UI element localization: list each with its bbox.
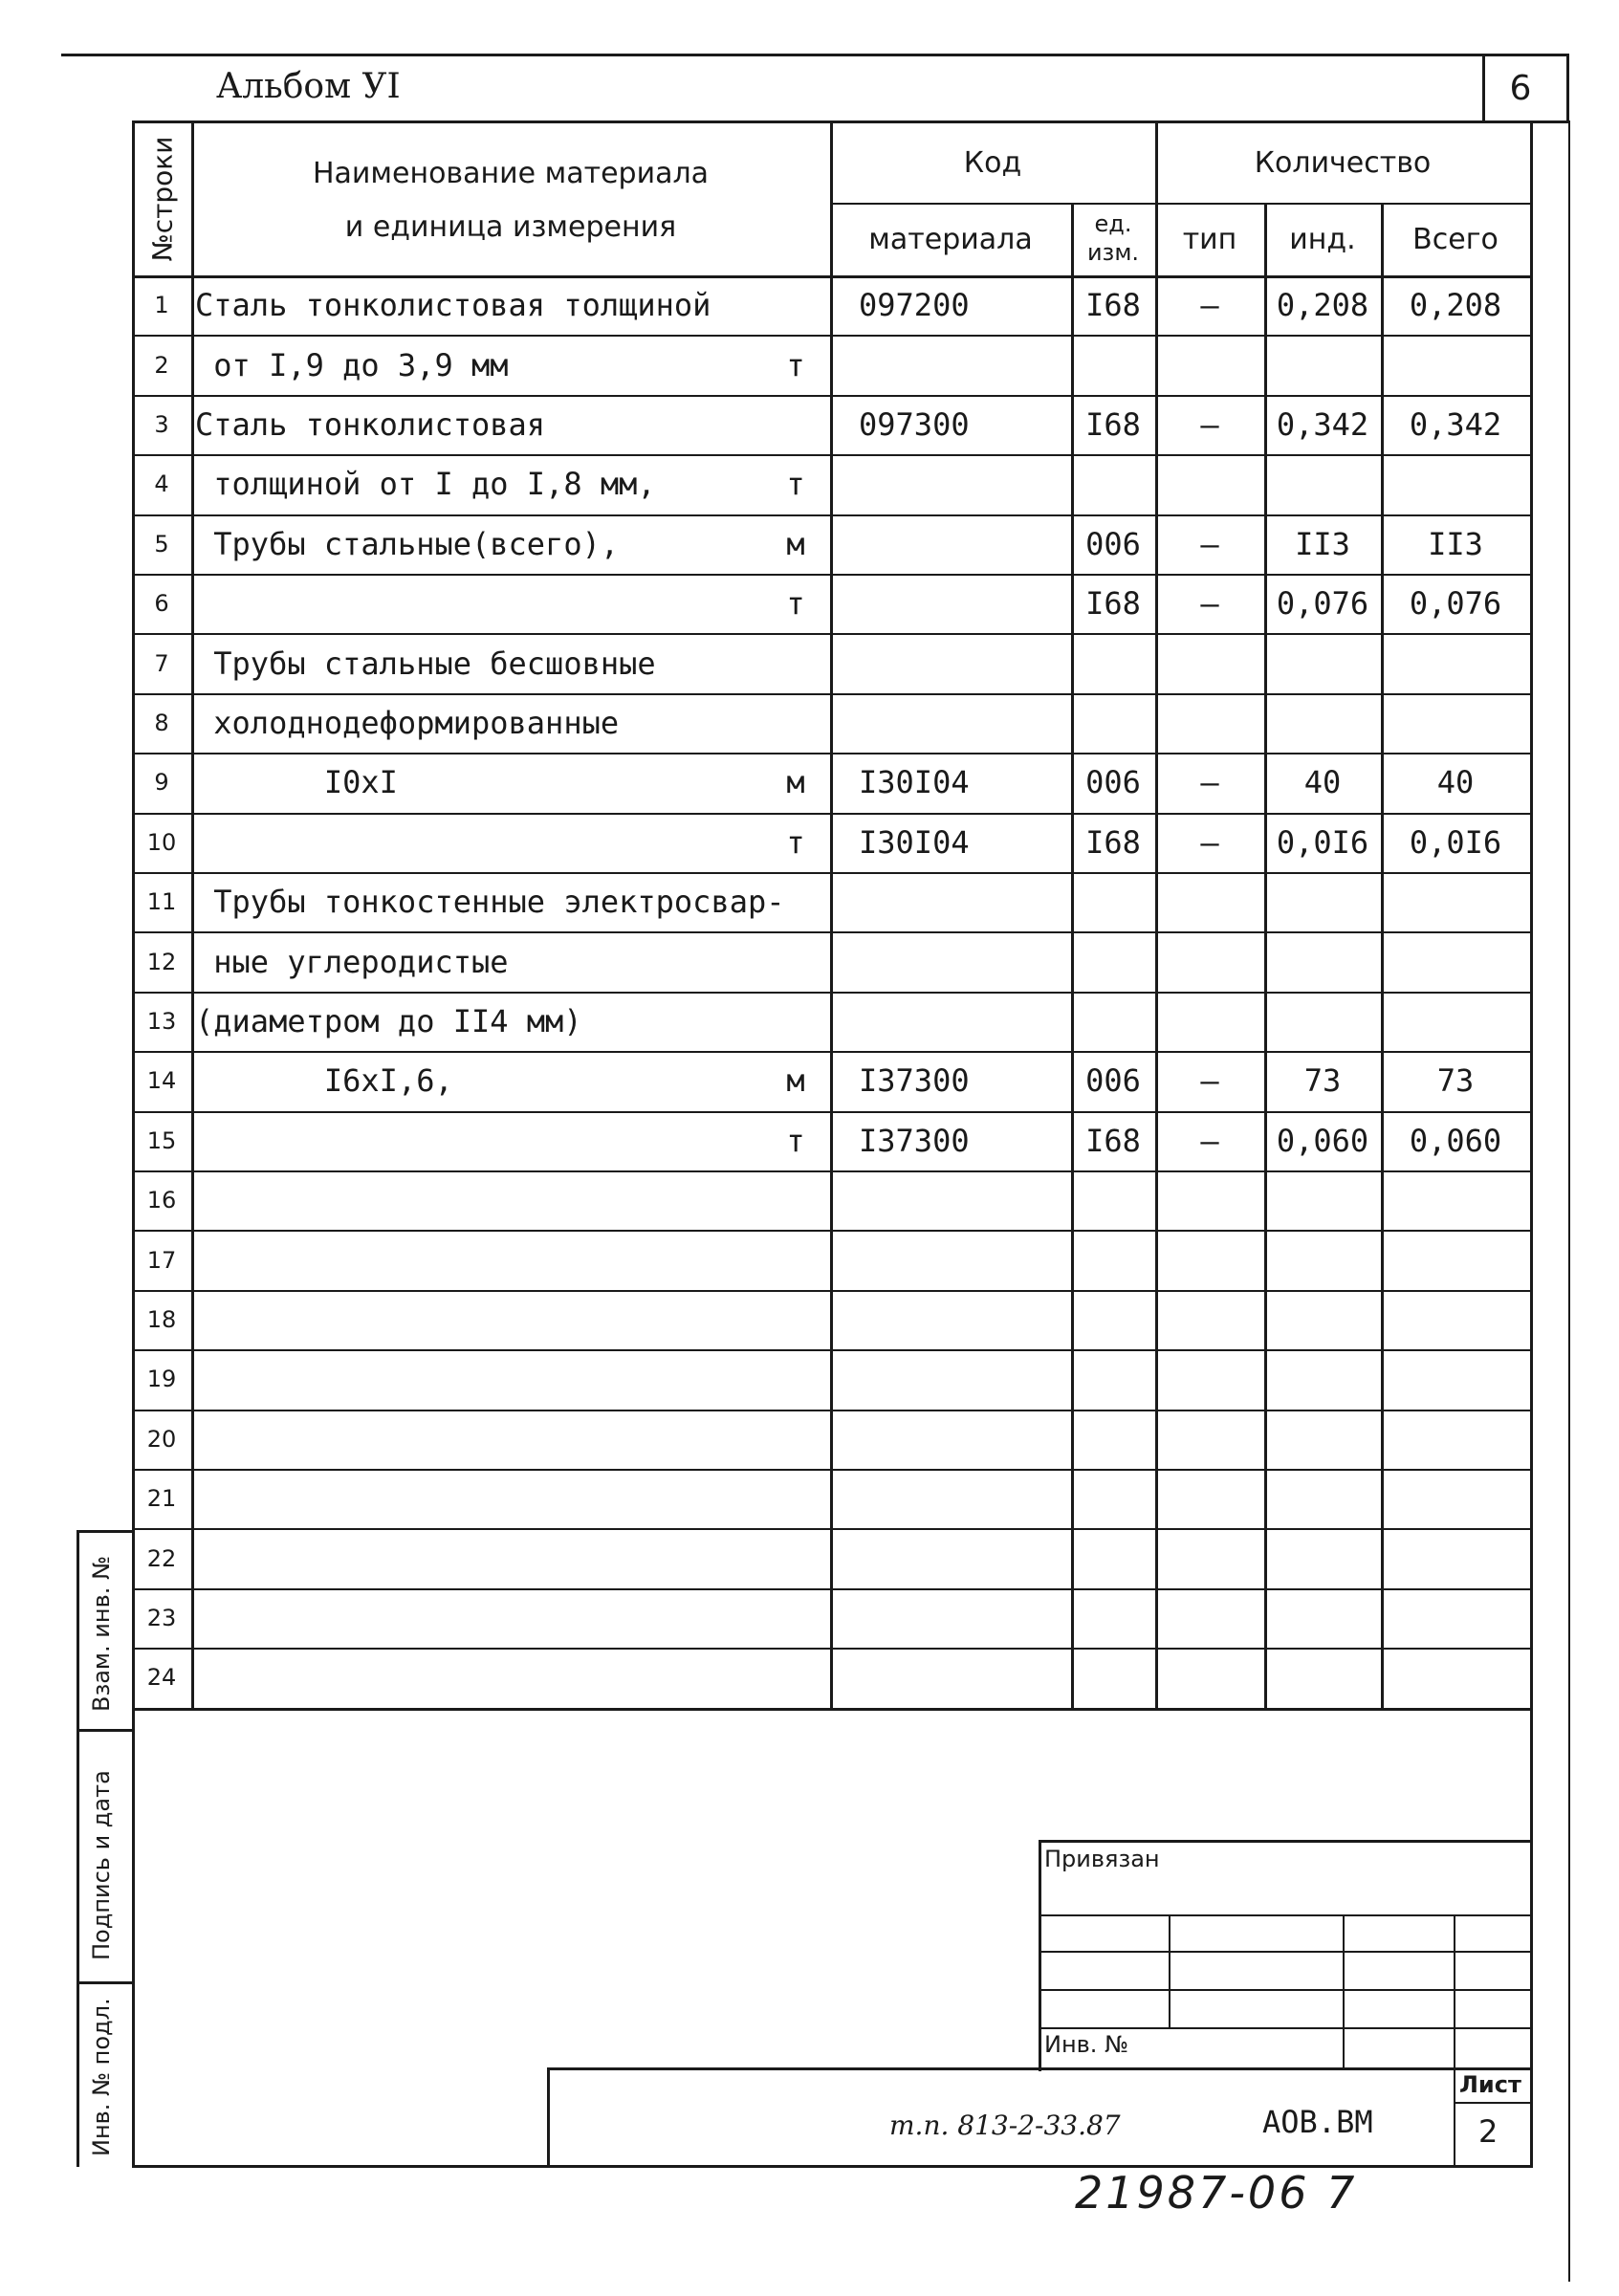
stamp-sheet: 2 — [1478, 2113, 1499, 2150]
row-line — [132, 1349, 1530, 1351]
material-code: I30I04 — [859, 764, 970, 801]
col-line-7 — [1530, 122, 1533, 1708]
material-code: 097200 — [859, 287, 970, 324]
total-value: 0,0I6 — [1409, 823, 1502, 861]
type-header: тип — [1182, 222, 1237, 256]
stamp-col3 — [1454, 1914, 1455, 2165]
quantity-header: Количество — [1254, 145, 1432, 180]
stamp-code: АОВ.ВМ — [1262, 2104, 1373, 2140]
row-number-header: №строки — [146, 136, 179, 262]
type-value: – — [1200, 525, 1219, 562]
row-number: 6 — [154, 590, 169, 618]
material-code: I37300 — [859, 1122, 970, 1159]
individual-header: инд. — [1289, 222, 1356, 256]
individual-value: 73 — [1303, 1062, 1342, 1100]
row-number: 17 — [146, 1246, 177, 1274]
row-number: 5 — [154, 530, 169, 558]
row-number: 16 — [146, 1187, 177, 1214]
unit-code: I68 — [1085, 585, 1141, 623]
row-number: 15 — [146, 1126, 177, 1154]
individual-value: 40 — [1303, 764, 1342, 801]
individual-value: 0,0I6 — [1276, 823, 1369, 861]
row-number: 1 — [154, 292, 169, 319]
stamp-row3 — [1039, 1989, 1532, 1991]
name-header-line1: Наименование материала — [312, 156, 710, 190]
individual-value: 0,208 — [1276, 287, 1369, 324]
material-code: 097300 — [859, 405, 970, 443]
total-value: 0,060 — [1409, 1122, 1502, 1159]
row-line — [132, 1469, 1530, 1471]
material-unit: м — [786, 764, 805, 801]
side-strip-top — [77, 1530, 134, 1533]
individual-value: II3 — [1295, 525, 1350, 562]
unit-code: 006 — [1085, 525, 1141, 562]
material-name: от I,9 до 3,9 мм — [195, 346, 509, 383]
project-box-top — [547, 2067, 1532, 2070]
stamp-inv-no: Инв. № — [1044, 2031, 1129, 2058]
row-line — [132, 1528, 1530, 1530]
row-number: 14 — [146, 1067, 177, 1095]
material-unit: т — [786, 466, 805, 503]
row-line — [132, 1290, 1530, 1292]
row-line — [132, 1230, 1530, 1232]
stamp-row2 — [1039, 1951, 1532, 1953]
material-unit: м — [786, 525, 805, 562]
material-name: I6xI,6, — [195, 1062, 453, 1100]
stamp-row4 — [1039, 2027, 1532, 2029]
unit-code: I68 — [1085, 1122, 1141, 1159]
row-number: 12 — [146, 948, 177, 975]
type-value: – — [1200, 764, 1219, 801]
total-value: 73 — [1436, 1062, 1475, 1100]
type-value: – — [1200, 287, 1219, 324]
stamp-left — [1039, 1840, 1041, 2071]
row-number: 4 — [154, 470, 169, 498]
material-name: ные углеродистые — [195, 943, 509, 980]
side-inv-podl: Инв. № подл. — [88, 1998, 115, 2156]
row-line — [132, 1648, 1530, 1650]
sheet-label-line — [1454, 2102, 1532, 2104]
material-unit: т — [786, 1122, 805, 1159]
unit-code: 006 — [1085, 764, 1141, 801]
code-header: Код — [963, 145, 1022, 180]
total-header: Всего — [1412, 222, 1499, 256]
stamp-top — [1039, 1840, 1532, 1843]
row-number: 10 — [146, 828, 177, 856]
material-unit: т — [786, 585, 805, 623]
type-value: – — [1200, 1062, 1219, 1100]
material-name: Сталь тонколистовая — [195, 405, 546, 443]
unit-header-line2: изм. — [1086, 239, 1140, 266]
material-name: I0xI — [195, 764, 398, 801]
stamp-project: т.п. 813-2-33.87 — [889, 2110, 1121, 2141]
top-border — [61, 54, 1568, 56]
side-strip-div1 — [77, 1729, 134, 1732]
unit-code: I68 — [1085, 823, 1141, 861]
unit-code: I68 — [1085, 287, 1141, 324]
album-title: Альбом УI — [216, 67, 401, 106]
row-number: 21 — [146, 1485, 177, 1513]
project-box-left — [547, 2067, 550, 2167]
page-box-right — [1566, 54, 1569, 123]
unit-code: 006 — [1085, 1062, 1141, 1100]
row-number: 20 — [146, 1425, 177, 1453]
total-value: 0,342 — [1409, 405, 1502, 443]
individual-value: 0,060 — [1276, 1122, 1369, 1159]
row-number: 13 — [146, 1007, 177, 1035]
row-number: 18 — [146, 1305, 177, 1333]
side-strip-left — [77, 1530, 79, 2167]
row-number: 8 — [154, 709, 169, 736]
row-number: 2 — [154, 351, 169, 379]
row-line — [132, 1588, 1530, 1590]
total-value: 0,076 — [1409, 585, 1502, 623]
material-name: Трубы стальные бесшовные — [195, 645, 656, 682]
material-unit: т — [786, 346, 805, 383]
side-vzam: Взам. инв. № — [88, 1556, 115, 1712]
stamp-col1 — [1169, 1914, 1170, 2027]
stamp-row1 — [1039, 1914, 1532, 1916]
total-value: 40 — [1436, 764, 1475, 801]
row-number: 23 — [146, 1604, 177, 1631]
individual-value: 0,076 — [1276, 585, 1369, 623]
type-value: – — [1200, 405, 1219, 443]
row-number: 9 — [154, 769, 169, 797]
archive-number: 21987-06 7 — [1075, 2167, 1358, 2219]
table-bottom-line — [132, 1708, 1530, 1711]
stamp-col2 — [1343, 1914, 1345, 2069]
type-value: – — [1200, 585, 1219, 623]
material-name: холоднодеформированные — [195, 704, 620, 741]
stamp-sheet-label: Лист — [1459, 2071, 1521, 2098]
type-value: – — [1200, 1122, 1219, 1159]
material-name: Трубы тонкостенные электросвар- — [195, 884, 785, 921]
row-number: 19 — [146, 1366, 177, 1393]
row-number: 22 — [146, 1544, 177, 1572]
page-box-left — [1482, 54, 1485, 123]
outer-right-edge — [1568, 120, 1570, 2282]
material-name: толщиной от I до I,8 мм, — [195, 466, 656, 503]
side-podpis: Подпись и дата — [88, 1770, 115, 1960]
side-strip-div2 — [77, 1981, 134, 1984]
name-header-line2: и единица измерения — [344, 209, 677, 244]
type-value: – — [1200, 823, 1219, 861]
row-line — [132, 1170, 1530, 1172]
row-line — [132, 1410, 1530, 1411]
material-name: Сталь тонколистовая толщиной — [195, 287, 711, 324]
material-unit: т — [786, 823, 805, 861]
material-code: I37300 — [859, 1062, 970, 1100]
total-value: 0,208 — [1409, 287, 1502, 324]
row-number: 3 — [154, 410, 169, 438]
row-number: 24 — [146, 1664, 177, 1692]
stamp-privyazan: Привязан — [1044, 1846, 1160, 1872]
row-number: 11 — [146, 888, 177, 916]
material-code-header: материала — [868, 222, 1033, 256]
individual-value: 0,342 — [1276, 405, 1369, 443]
page-number: 6 — [1509, 69, 1532, 108]
row-number: 7 — [154, 649, 169, 677]
unit-code: I68 — [1085, 405, 1141, 443]
total-value: II3 — [1428, 525, 1483, 562]
material-name: Трубы стальные(всего), — [195, 525, 620, 562]
material-name: (диаметром до II4 мм) — [195, 1002, 582, 1039]
material-code: I30I04 — [859, 823, 970, 861]
unit-header-line1: ед. — [1094, 210, 1132, 237]
material-unit: м — [786, 1062, 805, 1100]
